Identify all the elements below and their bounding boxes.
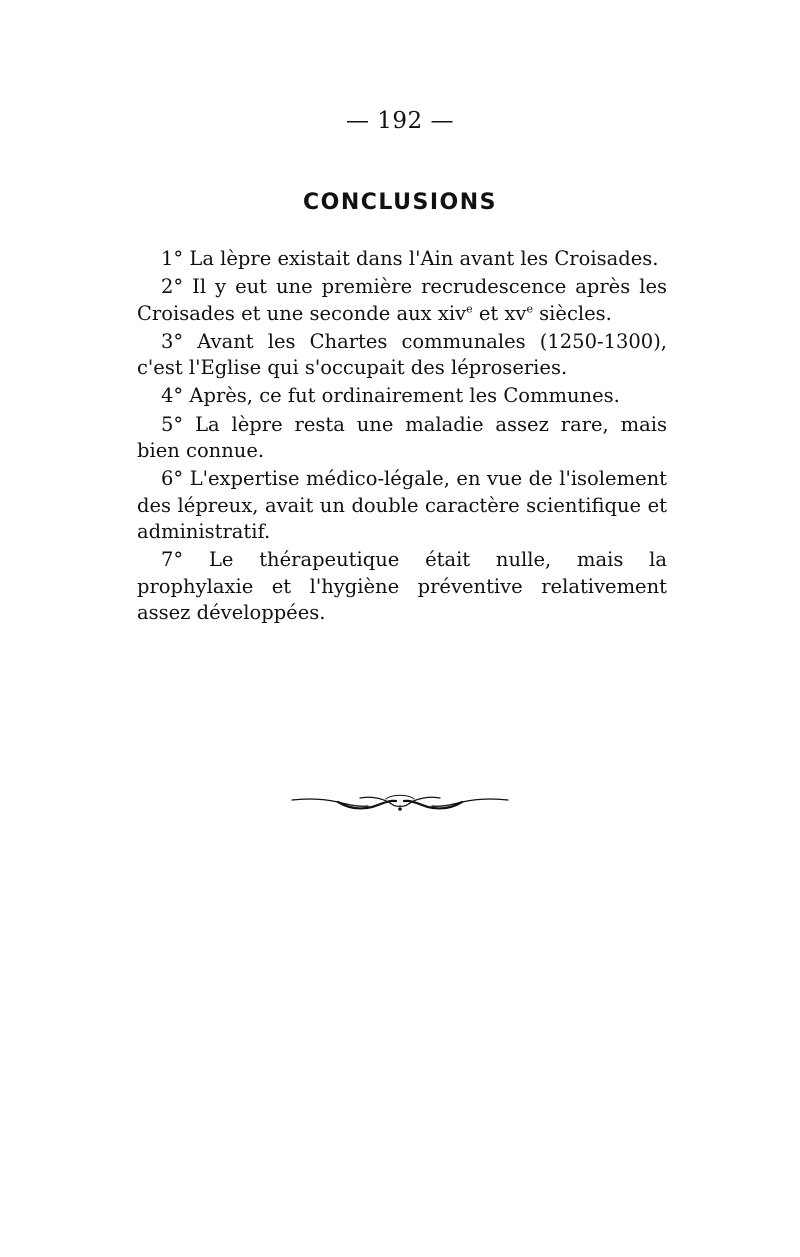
conclusion-text: Avant les Chartes communales (1250-1300), c'est l'Eglise qui s'occupait des léproseries.	[137, 329, 668, 380]
superscript: e	[526, 302, 533, 316]
conclusion-item-2	[137, 274, 667, 327]
conclusion-item-7	[137, 547, 667, 626]
conclusion-item-1	[137, 246, 667, 272]
section-title: CONCLUSIONS	[303, 190, 497, 215]
conclusion-text: La lèpre existait dans l'Ain avant les Croisades.	[189, 247, 659, 270]
conclusion-number: 2°	[161, 275, 184, 299]
conclusion-text: Il y eut une première recrudescence après les Croisades et une seconde aux xiv	[137, 275, 667, 325]
conclusions-list	[137, 246, 667, 628]
page-number: — 192 —	[345, 108, 455, 134]
conclusion-number: 6°	[161, 467, 184, 491]
conclusion-number: 7°	[161, 548, 184, 572]
conclusion-text: Le thérapeutique était nulle, mais la prophylaxie et l'hygiène préventive relativement assez développées.	[137, 548, 667, 624]
conclusion-number: 5°	[161, 412, 184, 436]
conclusion-item-5	[137, 412, 667, 465]
conclusion-number: 3°	[161, 329, 184, 353]
conclusion-text: L'expertise médico-légale, en vue de l'isolement des lépreux, avait un double caractère scientifique et administratif.	[137, 467, 668, 543]
conclusion-text: siècles.	[532, 301, 612, 325]
fleuron-ornament	[290, 788, 510, 818]
conclusion-number: 1°	[161, 247, 184, 270]
superscript: e	[466, 302, 473, 316]
conclusion-text: La lèpre resta une maladie assez rare, mais bien connue.	[137, 412, 667, 463]
conclusion-text: et xv	[472, 301, 527, 325]
conclusion-item-6	[137, 466, 667, 545]
conclusion-text: Après, ce fut ordinairement les Communes.	[189, 384, 620, 408]
conclusion-item-3	[137, 329, 667, 382]
conclusion-item-4	[137, 383, 667, 409]
conclusion-number: 4°	[161, 384, 184, 408]
